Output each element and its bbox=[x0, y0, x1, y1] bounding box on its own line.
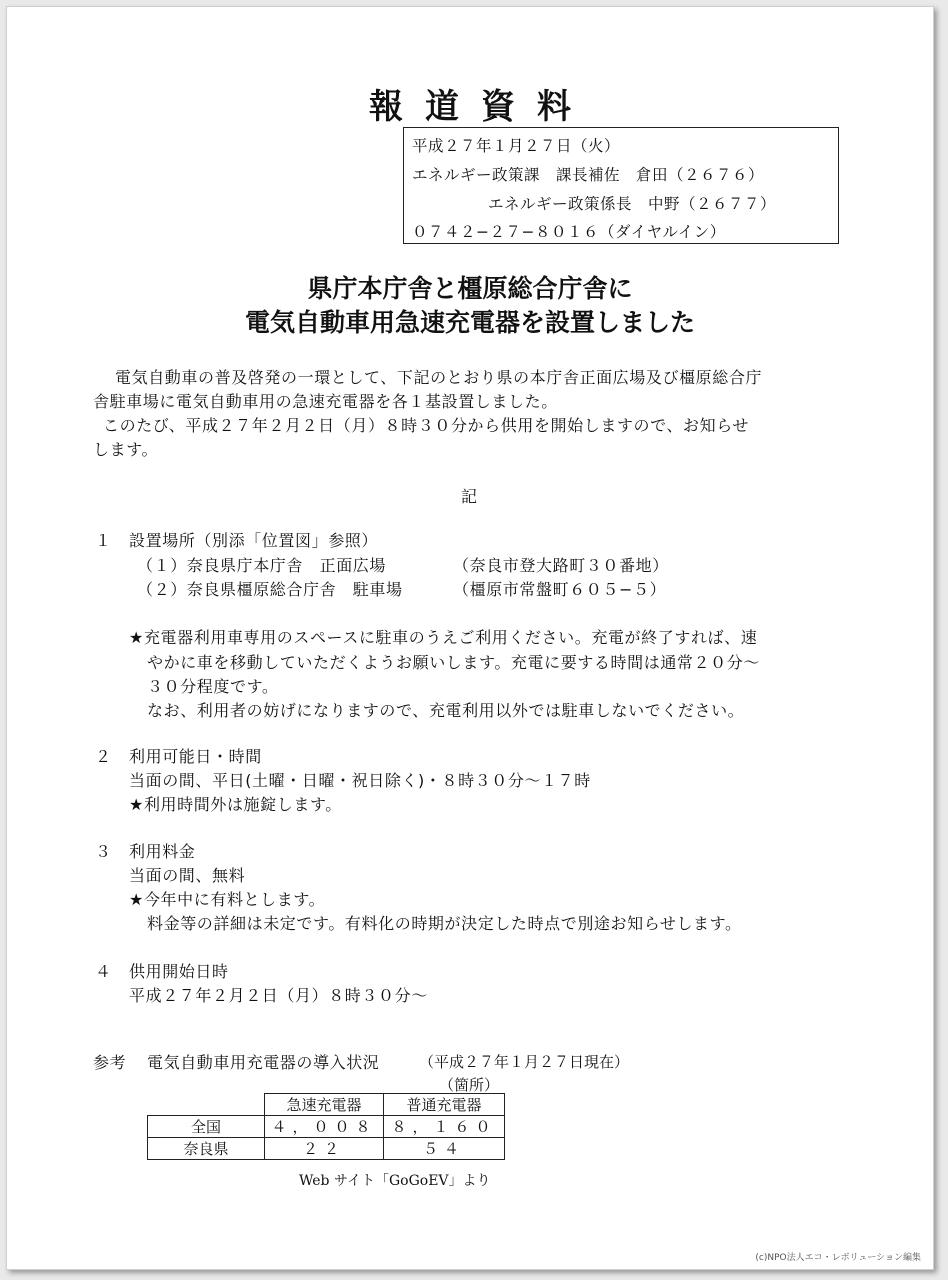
table-row bbox=[148, 1116, 505, 1138]
section-2-number: ２ bbox=[95, 747, 112, 766]
section-2-heading: 利用可能日・時間 bbox=[129, 747, 262, 766]
table-header-row bbox=[148, 1094, 505, 1116]
table-source: Web サイト「GoGoEV」より bbox=[299, 1173, 491, 1189]
reference-label: 参考 bbox=[93, 1053, 127, 1072]
location-2-name: （２）奈良県橿原総合庁舎 駐車場 bbox=[137, 580, 403, 599]
table-corner-cell bbox=[148, 1094, 265, 1116]
hours-line: 当面の間、平日(土曜・日曜・祝日除く)・８時３０分〜１７時 bbox=[129, 771, 591, 790]
ki-heading: 記 bbox=[461, 487, 478, 506]
intro-p2-line1: このたび、平成２７年２月２日（月）８時３０分から供用を開始しますので、お知らせ bbox=[103, 416, 749, 435]
document-page bbox=[6, 6, 934, 1270]
contact-line-1: エネルギー政策課 課長補佐 倉田（２６７６） bbox=[412, 166, 765, 184]
contact-box bbox=[403, 127, 839, 244]
copyright-credit: (c)NPO法人エコ・レボリューション編集 bbox=[755, 1253, 921, 1263]
section-3-heading: 利用料金 bbox=[129, 842, 196, 861]
column-header-normal: 普通充電器 bbox=[384, 1094, 505, 1116]
release-date: 平成２７年１月２７日（火） bbox=[412, 137, 621, 155]
usage-note-line2: やかに車を移動していただくようお願いします。充電に要する時間は通常２０分〜 bbox=[147, 653, 760, 672]
headline-line-2: 電気自動車用急速充電器を設置しました bbox=[244, 308, 695, 337]
column-header-quick: 急速充電器 bbox=[265, 1094, 384, 1116]
intro-p1-line2: 舎駐車場に電気自動車用の急速充電器を各１基設置しました。 bbox=[93, 392, 558, 411]
section-4-number: ４ bbox=[95, 962, 112, 981]
section-4-heading: 供用開始日時 bbox=[129, 962, 229, 981]
charger-table bbox=[147, 1093, 505, 1160]
normal-count: ８，１６０ bbox=[384, 1116, 505, 1138]
fee-note-1: ★今年中に有料とします。 bbox=[129, 890, 326, 909]
quick-count: ２２ bbox=[265, 1138, 384, 1160]
section-3-number: ３ bbox=[95, 842, 112, 861]
fee-note-2: 料金等の詳細は未定です。有料化の時期が決定した時点で別途お知らせします。 bbox=[147, 914, 742, 933]
start-datetime: 平成２７年２月２日（月）８時３０分〜 bbox=[129, 986, 428, 1005]
hours-note: ★利用時間外は施錠します。 bbox=[129, 795, 342, 814]
row-label: 全国 bbox=[148, 1116, 265, 1138]
quick-count: ４，００８ bbox=[265, 1116, 384, 1138]
location-2-address: （橿原市常盤町６０５−５） bbox=[453, 580, 667, 599]
usage-note-line1: ★充電器利用車専用のスペースに駐車のうえご利用ください。充電が終了すれば、速 bbox=[129, 628, 758, 647]
fee-line: 当面の間、無料 bbox=[129, 866, 246, 885]
location-1-name: （１）奈良県庁本庁舎 正面広場 bbox=[137, 556, 387, 575]
reference-title: 電気自動車用充電器の導入状況 bbox=[147, 1053, 380, 1072]
table-row bbox=[148, 1138, 505, 1160]
section-1-number: １ bbox=[95, 531, 112, 550]
location-1-address: （奈良市登大路町３０番地） bbox=[453, 556, 669, 575]
contact-phone: ０７４２−２７−８０１６（ダイヤルイン） bbox=[412, 223, 726, 241]
usage-note-line4: なお、利用者の妨げになりますので、充電利用以外では駐車しないでください。 bbox=[147, 701, 745, 720]
intro-p2-line2: します。 bbox=[93, 440, 159, 459]
usage-note-line3: ３０分程度です。 bbox=[147, 677, 279, 696]
reference-as-of: （平成２７年１月２７日現在） bbox=[419, 1053, 630, 1071]
table-unit: （箇所） bbox=[439, 1076, 500, 1094]
intro-p1-line1: 電気自動車の普及啓発の一環として、下記のとおり県の本庁舎正面広場及び橿原総合庁 bbox=[115, 368, 763, 387]
section-1-heading: 設置場所（別添「位置図」参照） bbox=[129, 531, 379, 550]
contact-line-2: エネルギー政策係長 中野（２６７７） bbox=[488, 195, 777, 213]
row-label: 奈良県 bbox=[148, 1138, 265, 1160]
document-title: 報道資料 bbox=[369, 87, 593, 127]
headline-line-1: 県庁本庁舎と橿原総合庁舎に bbox=[307, 274, 633, 303]
normal-count: ５４ bbox=[384, 1138, 505, 1160]
